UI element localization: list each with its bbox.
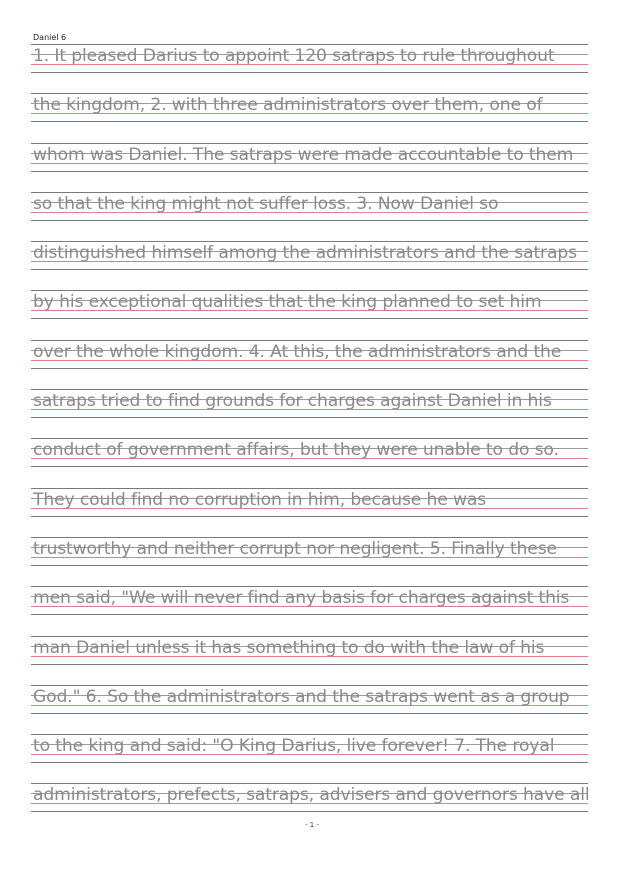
- trace-text: man Daniel unless it has something to do with the law of his: [33, 637, 545, 658]
- descender-line: [31, 713, 588, 714]
- practice-row: [31, 685, 588, 734]
- trace-text: whom was Daniel. The satraps were made accountable to them: [33, 144, 574, 165]
- descender-line: [31, 614, 588, 615]
- trace-text: trustworthy and neither corrupt nor negligent. 5. Finally these: [33, 538, 557, 559]
- descender-line: [31, 171, 588, 172]
- trace-text: administrators, prefects, satraps, advisers and governors have all: [33, 785, 590, 806]
- descender-line: [31, 417, 588, 418]
- practice-row: [31, 438, 588, 487]
- descender-line: [31, 318, 588, 319]
- trace-text: so that the king might not suffer loss. 3. Now Daniel so: [33, 193, 499, 214]
- trace-text: 1. It pleased Darius to appoint 120 satraps to rule throughout: [33, 46, 555, 66]
- page-number: - 1 -: [305, 821, 319, 829]
- page-title: Daniel 6: [33, 33, 67, 42]
- practice-row: [31, 143, 588, 192]
- trace-text: conduct of government affairs, but they were unable to do so.: [33, 440, 559, 461]
- trace-text: distinguished himself among the administrators and the satraps: [33, 243, 577, 264]
- descender-line: [31, 516, 588, 517]
- trace-text: by his exceptional qualities that the king planned to set him: [33, 292, 542, 313]
- descender-line: [31, 811, 588, 812]
- practice-row: [31, 44, 588, 93]
- practice-row: [31, 734, 588, 783]
- descender-line: [31, 664, 588, 665]
- trace-text: God." 6. So the administrators and the satraps went as a group: [33, 686, 570, 707]
- practice-row: [31, 537, 588, 586]
- practice-row: [31, 241, 588, 290]
- practice-row: [31, 290, 588, 339]
- trace-text: satraps tried to find grounds for charges against Daniel in his: [33, 391, 552, 412]
- descender-line: [31, 121, 588, 122]
- practice-row: [31, 93, 588, 142]
- descender-line: [31, 269, 588, 270]
- trace-text: They could find no corruption in him, because he was: [33, 489, 487, 510]
- descender-line: [31, 565, 588, 566]
- practice-row: [31, 586, 588, 635]
- descender-line: [31, 466, 588, 467]
- descender-line: [31, 220, 588, 221]
- trace-text: men said, "We will never find any basis for charges against this: [33, 588, 570, 609]
- descender-line: [31, 72, 588, 73]
- practice-row: [31, 636, 588, 685]
- trace-text: to the king and said: "O King Darius, live forever! 7. The royal: [33, 736, 555, 757]
- practice-row: [31, 192, 588, 241]
- practice-row: [31, 488, 588, 537]
- trace-text: over the whole kingdom. 4. At this, the administrators and the: [33, 341, 562, 362]
- trace-text: the kingdom, 2. with three administrators over them, one of: [33, 95, 543, 116]
- practice-row: [31, 389, 588, 438]
- handwriting-practice-sheet: [31, 44, 588, 833]
- descender-line: [31, 368, 588, 369]
- practice-row: [31, 340, 588, 389]
- descender-line: [31, 762, 588, 763]
